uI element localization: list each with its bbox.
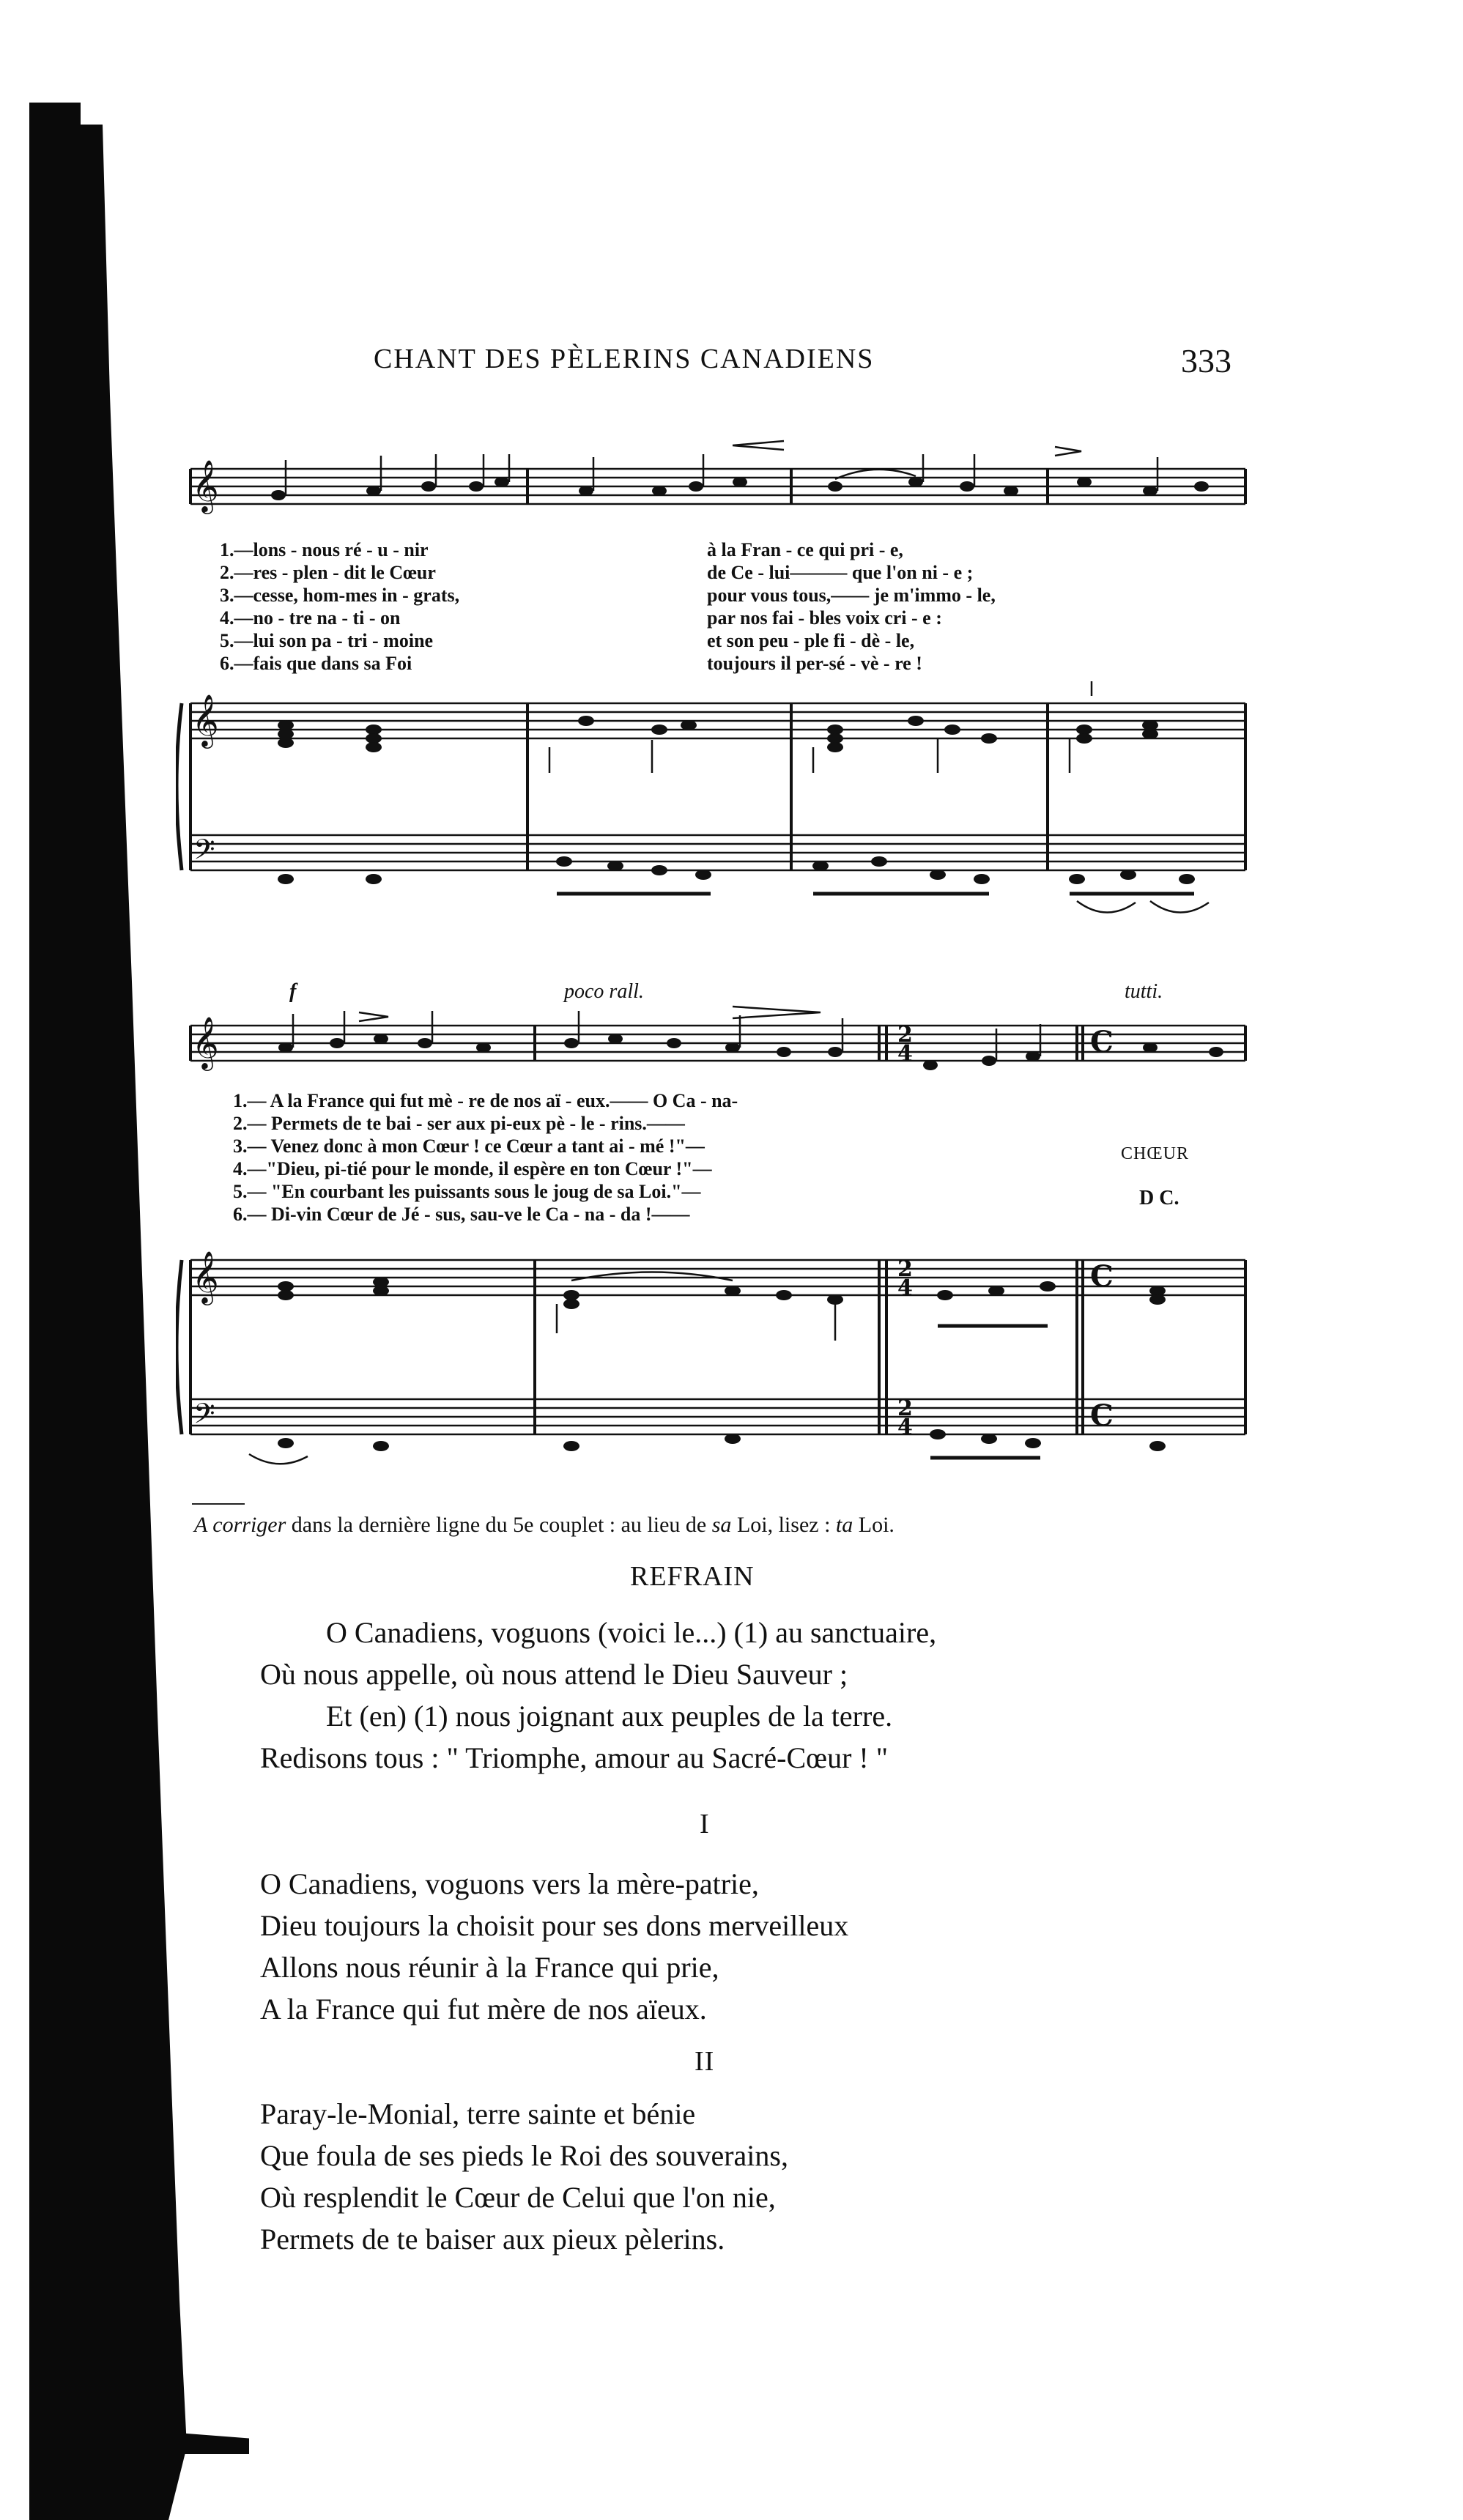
refrain-line: Redisons tous : " Triomphe, amour au Sacré-Cœur ! "	[260, 1741, 889, 1774]
page-number: 333	[1181, 342, 1231, 379]
lyric-line: 5.— "En courbant les puissants sous le joug de sa Loi."—	[233, 1181, 701, 1202]
lyric-line: 1.—lons - nous ré - u - nir	[220, 539, 429, 560]
verse-line: Paray-le-Monial, terre sainte et bénie	[260, 2097, 696, 2130]
verse-line: A la France qui fut mère de nos aïeux.	[260, 1993, 707, 2026]
svg-text:C: C	[1090, 1398, 1114, 1433]
verse-line: Que foula de ses pieds le Roi des souverains,	[260, 2139, 788, 2172]
lyric-line: 4.—no - tre na - ti - on	[220, 607, 401, 629]
lyric-line: 3.—cesse, hom-mes in - grats,	[220, 585, 460, 606]
verse-line: Allons nous réunir à la France qui prie,	[260, 1951, 719, 1984]
running-title: CHANT DES PÈLERINS CANADIENS	[374, 344, 875, 374]
svg-text:2: 2	[897, 1256, 913, 1282]
svg-text:4: 4	[897, 1275, 913, 1301]
svg-text:𝄞: 𝄞	[192, 1015, 219, 1069]
svg-text:𝄢: 𝄢	[193, 833, 215, 872]
svg-text:2: 2	[897, 1022, 913, 1048]
verse-line: Où resplendit le Cœur de Celui que l'on nie,	[260, 2181, 776, 2214]
footnote: A corriger dans la dernière ligne du 5e couplet : au lieu de sa Loi, lisez : ta Loi.	[194, 1513, 895, 1537]
lyric-line: 5.—lui son pa - tri - moine	[220, 630, 434, 651]
lyric-line: toujours il per-sé - vè - re !	[707, 653, 922, 674]
svg-text:C: C	[1090, 1259, 1114, 1294]
lyric-line: 2.— Permets de te bai - ser aux pi-eux pè - le - rins.——	[233, 1113, 685, 1134]
system2-lyrics	[233, 1089, 738, 1226]
svg-text:𝄞: 𝄞	[192, 693, 219, 746]
verse-1-heading: I	[700, 1809, 710, 1839]
lyric-line: par nos fai - bles voix cri - e :	[707, 607, 942, 629]
poco-rall-mark: poco rall.	[564, 980, 644, 1003]
lyric-line: 6.— Di-vin Cœur de Jé - sus, sau-ve le Ca - na - da !——	[233, 1204, 690, 1225]
lyric-line: pour vous tous,—— je m'immo - le,	[707, 585, 996, 606]
footnote-rule	[192, 1503, 245, 1505]
music-system-1	[176, 440, 1260, 938]
forte-mark: f	[289, 980, 297, 1003]
system1-lyrics-col2	[707, 538, 996, 675]
chorus-label: CHŒUR	[1121, 1144, 1190, 1163]
lyric-line: 4.—"Dieu, pi-tié pour le monde, il espère en ton Cœur !"—	[233, 1158, 712, 1179]
lyric-line: à la Fran - ce qui pri - e,	[707, 539, 903, 560]
lyric-line: 3.— Venez donc à mon Cœur ! ce Cœur a tant ai - mé !"—	[233, 1135, 705, 1157]
verse-line: Dieu toujours la choisit pour ses dons merveilleux	[260, 1909, 849, 1942]
svg-text:𝄞: 𝄞	[192, 1250, 219, 1303]
dc-label: D C.	[1139, 1187, 1179, 1209]
refrain-line: Où nous appelle, où nous attend le Dieu Sauveur ;	[260, 1658, 848, 1691]
svg-text:𝄞: 𝄞	[192, 459, 219, 512]
svg-text:𝄢: 𝄢	[193, 1397, 215, 1437]
music-system-2	[176, 1004, 1260, 1487]
verse-line: O Canadiens, voguons vers la mère-patrie,	[260, 1867, 759, 1900]
verse-line: Permets de te baiser aux pieux pèlerins.	[260, 2223, 725, 2256]
lyric-line: 2.—res - plen - dit le Cœur	[220, 562, 436, 583]
refrain-heading: REFRAIN	[630, 1561, 755, 1592]
svg-text:2: 2	[897, 1396, 913, 1421]
refrain-line: Et (en) (1) nous joignant aux peuples de la terre.	[326, 1700, 893, 1732]
lyric-line: de Ce - lui——— que l'on ni - e ;	[707, 562, 974, 583]
lyric-line: 1.— A la France qui fut mè - re de nos aï - eux.—— O Ca - na-	[233, 1090, 738, 1111]
lyric-line: et son peu - ple fi - dè - le,	[707, 630, 915, 651]
svg-text:C: C	[1090, 1025, 1114, 1059]
svg-text:4: 4	[897, 1041, 913, 1067]
system1-lyrics-col1	[220, 538, 459, 675]
svg-text:4: 4	[897, 1415, 913, 1440]
tutti-mark: tutti.	[1125, 980, 1163, 1003]
verse-2-heading: II	[695, 2046, 715, 2077]
lyric-line: 6.—fais que dans sa Foi	[220, 653, 412, 674]
refrain-line: O Canadiens, voguons (voici le...) (1) au sanctuaire,	[326, 1616, 937, 1649]
